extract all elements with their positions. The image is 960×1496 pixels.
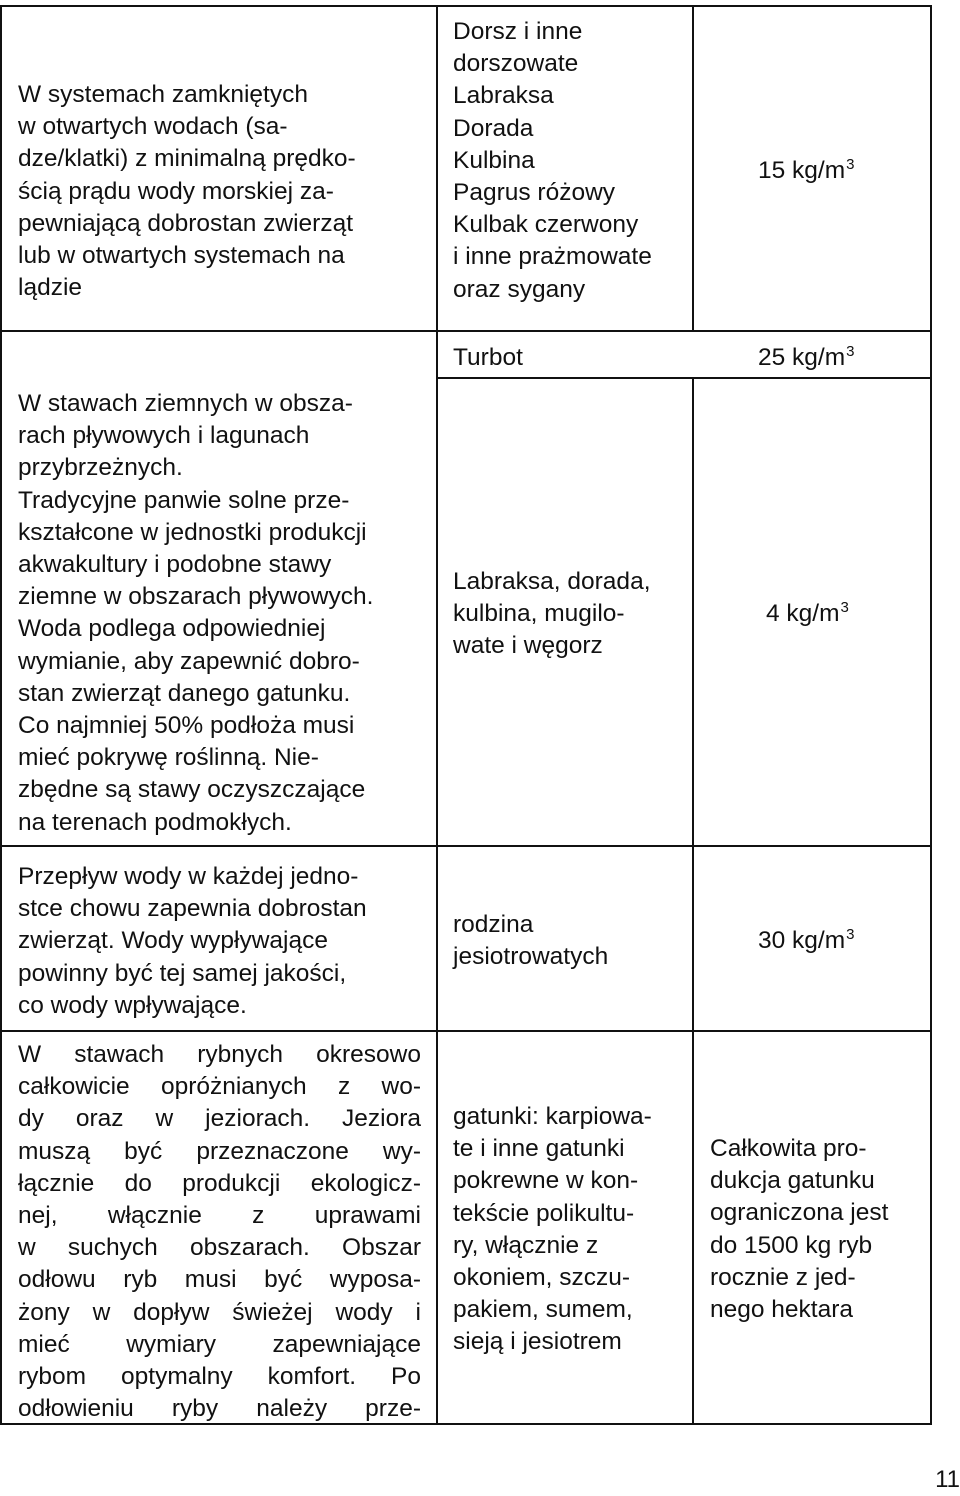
text-line: okoniem, szczu- bbox=[453, 1264, 631, 1292]
text-line: pokrewne w kon- bbox=[453, 1167, 639, 1195]
density-cell bbox=[758, 925, 908, 957]
density-value: 30 kg/m bbox=[758, 927, 846, 954]
row-divider bbox=[436, 377, 932, 379]
text-line: ścią prądu wody morskiej za- bbox=[18, 177, 334, 205]
text-line: rodzina bbox=[453, 911, 534, 938]
text-line: odłowieniu ryby należy prze- bbox=[18, 1395, 421, 1423]
text-line: łącznie do produkcji ekologicz- bbox=[18, 1169, 421, 1197]
text-line: wymianie, aby zapewnić dobro- bbox=[18, 647, 360, 675]
text-line: stan zwierząt danego gatunku. bbox=[18, 679, 351, 707]
text-line: W systemach zamkniętych bbox=[18, 81, 308, 108]
conditions-cell bbox=[18, 1039, 421, 1425]
text-line: pakiem, sumem, bbox=[453, 1296, 633, 1324]
text-line: ograniczona jest bbox=[710, 1199, 889, 1227]
text-line: jesiotrowatych bbox=[453, 943, 609, 971]
text-line: tekście polikultu- bbox=[453, 1199, 635, 1227]
species-cell bbox=[453, 566, 689, 663]
text-line: ziemne w obszarach pływowych. bbox=[18, 583, 374, 611]
text-line: akwakultury i podobne stawy bbox=[18, 551, 332, 579]
text-line: rocznie z jed- bbox=[710, 1263, 856, 1291]
text-line: całkowicie opróżnianych z wo- bbox=[18, 1073, 421, 1101]
density-value: 15 kg/m bbox=[758, 157, 846, 184]
density-value: 25 kg/m bbox=[758, 344, 846, 371]
text-line: W stawach ziemnych w obsza- bbox=[18, 390, 353, 417]
text-line: Labraksa bbox=[453, 82, 554, 110]
row-divider bbox=[0, 845, 932, 847]
text-line: W stawach rybnych okresowo bbox=[18, 1041, 421, 1068]
table-border-col2 bbox=[692, 5, 694, 330]
text-line: Tradycyjne panwie solne prze- bbox=[18, 486, 350, 514]
table-border-col2 bbox=[692, 377, 694, 1425]
row-divider bbox=[0, 330, 932, 332]
text-line: Turbot bbox=[453, 344, 523, 371]
text-line: dorszowate bbox=[453, 50, 579, 78]
conditions-cell bbox=[18, 79, 428, 304]
text-line: mieć pokrywę roślinną. Nie- bbox=[18, 744, 319, 772]
text-line: nej, włącznie z uprawami bbox=[18, 1202, 421, 1230]
text-line: zwierząt. Wody wypływające bbox=[18, 927, 328, 955]
text-line: co wody wpływające. bbox=[18, 991, 247, 1019]
text-line: Labraksa, dorada, bbox=[453, 568, 651, 595]
density-cell bbox=[766, 598, 916, 630]
species-cell bbox=[453, 1101, 689, 1359]
density-value: 4 kg/m bbox=[766, 600, 840, 627]
text-line: i inne prażmowate bbox=[453, 243, 652, 271]
text-line: te i inne gatunki bbox=[453, 1135, 625, 1163]
text-line: rach pływowych i lagunach bbox=[18, 422, 310, 450]
text-line: muszą być przeznaczone wy- bbox=[18, 1137, 421, 1165]
conditions-cell bbox=[18, 861, 428, 1022]
text-line: ry, włącznie z bbox=[453, 1231, 599, 1259]
production-limit-cell bbox=[710, 1133, 925, 1326]
text-line: Kulbina bbox=[453, 146, 535, 174]
text-line: Dorada bbox=[453, 114, 534, 142]
text-line: sieją i jesiotrem bbox=[453, 1328, 622, 1356]
density-exponent: 3 bbox=[846, 926, 855, 943]
text-line: do 1500 kg ryb bbox=[710, 1231, 873, 1259]
text-line: rybom optymalny komfort. Po bbox=[18, 1363, 421, 1391]
text-line: nego hektara bbox=[710, 1296, 854, 1324]
text-line: powinny być tej samej jakości, bbox=[18, 959, 347, 987]
text-line: Dorsz i inne bbox=[453, 18, 583, 45]
text-line: żony w dopływ świeżej wody i bbox=[18, 1298, 421, 1326]
text-line: Całkowita pro- bbox=[710, 1135, 867, 1162]
text-line: na terenach podmokłych. bbox=[18, 808, 292, 836]
table-border-col1 bbox=[436, 5, 438, 1425]
text-line: wate i węgorz bbox=[453, 632, 603, 660]
text-line: Woda podlega odpowiedniej bbox=[18, 615, 326, 643]
text-line: Przepływ wody w każdej jedno- bbox=[18, 863, 359, 890]
text-line: Kulbak czerwony bbox=[453, 211, 639, 239]
text-line: Co najmniej 50% podłoża musi bbox=[18, 712, 355, 740]
text-line: kulbina, mugilo- bbox=[453, 600, 625, 628]
text-line: przybrzeżnych. bbox=[18, 454, 183, 482]
text-line: pewniającą dobrostan zwierząt bbox=[18, 209, 354, 237]
text-line: Pagrus różowy bbox=[453, 179, 616, 207]
table-border-right bbox=[930, 5, 932, 1425]
density-exponent: 3 bbox=[840, 599, 849, 616]
text-line: oraz sygany bbox=[453, 275, 586, 303]
text-line: mieć wymiary zapewniające bbox=[18, 1330, 421, 1358]
text-line: gatunki: karpiowa- bbox=[453, 1103, 652, 1130]
text-line: w otwartych wodach (sa- bbox=[18, 113, 288, 141]
table-border-top bbox=[0, 5, 932, 7]
text-line: odłowu ryb musi być wyposa- bbox=[18, 1266, 421, 1294]
density-exponent: 3 bbox=[846, 156, 855, 173]
text-line: dukcja gatunku bbox=[710, 1167, 875, 1195]
text-line: dy oraz w jeziorach. Jeziora bbox=[18, 1105, 421, 1133]
density-cell bbox=[758, 155, 908, 187]
density-exponent: 3 bbox=[846, 343, 855, 360]
species-cell bbox=[453, 16, 689, 306]
page-number: 11 bbox=[935, 1466, 960, 1493]
text-line: kształcone w jednostki produkcji bbox=[18, 518, 367, 546]
conditions-cell bbox=[18, 388, 428, 839]
species-cell bbox=[453, 909, 689, 973]
text-line: lub w otwartych systemach na bbox=[18, 242, 345, 270]
text-line: zbędne są stawy oczyszczające bbox=[18, 776, 366, 804]
table-border-left bbox=[0, 5, 2, 1425]
row-divider bbox=[0, 1030, 932, 1032]
density-cell bbox=[758, 342, 908, 374]
text-line: w suchych obszarach. Obszar bbox=[18, 1234, 421, 1262]
text-line: stce chowu zapewnia dobrostan bbox=[18, 895, 367, 923]
text-line: dze/klatki) z minimalną prędko- bbox=[18, 145, 356, 173]
species-cell bbox=[453, 342, 683, 374]
text-line: lądzie bbox=[18, 274, 83, 302]
